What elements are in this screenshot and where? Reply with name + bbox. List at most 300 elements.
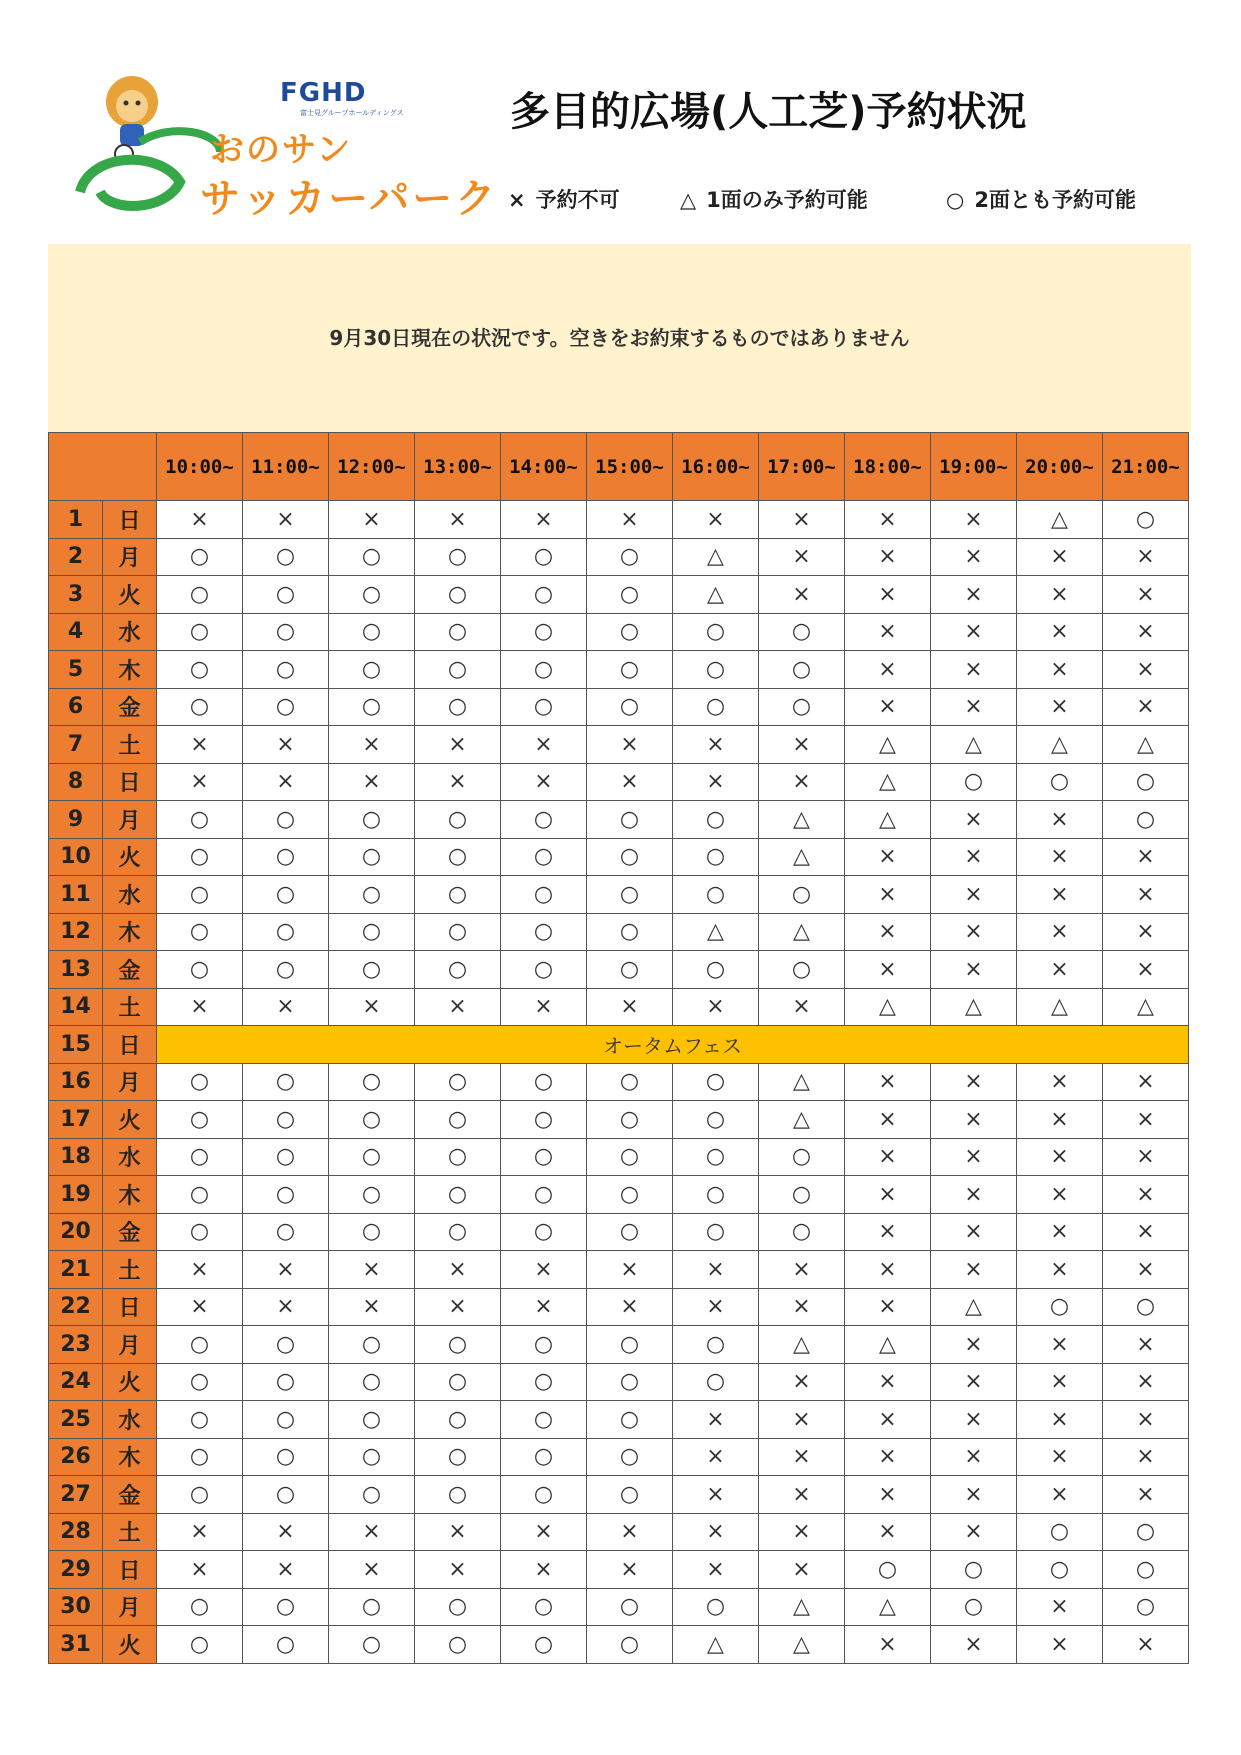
availability-cell: ○ (329, 1176, 415, 1214)
weekday: 火 (103, 1626, 157, 1664)
availability-cell: × (1017, 1213, 1103, 1251)
availability-cell: × (1103, 1326, 1189, 1364)
availability-cell: × (587, 1251, 673, 1289)
availability-cell: ○ (587, 1438, 673, 1476)
availability-cell: ○ (673, 651, 759, 689)
availability-cell: × (1103, 1438, 1189, 1476)
fghd-brand-subtitle: 富士見グループホールディングス (300, 109, 404, 117)
availability-cell: × (1103, 1626, 1189, 1664)
availability-cell: ○ (415, 951, 501, 989)
availability-cell: × (329, 1551, 415, 1589)
table-row (49, 1326, 1189, 1364)
availability-cell: ○ (415, 801, 501, 839)
availability-cell: ○ (673, 1588, 759, 1626)
availability-cell: ○ (157, 1213, 243, 1251)
availability-cell: × (415, 501, 501, 539)
weekday: 火 (103, 1101, 157, 1139)
availability-cell: ○ (845, 1551, 931, 1589)
availability-cell: ○ (329, 1476, 415, 1514)
day-number: 5 (49, 651, 103, 689)
availability-cell: × (329, 1513, 415, 1551)
availability-cell: × (759, 538, 845, 576)
availability-cell: ○ (501, 1138, 587, 1176)
availability-cell: × (673, 726, 759, 764)
reservation-table (48, 432, 1189, 1664)
availability-cell: ○ (673, 801, 759, 839)
availability-cell: × (243, 501, 329, 539)
availability-cell: × (329, 1251, 415, 1289)
header-corner (49, 433, 157, 501)
availability-cell: △ (931, 1288, 1017, 1326)
availability-cell: × (931, 613, 1017, 651)
availability-cell: ○ (157, 1101, 243, 1139)
availability-cell: × (845, 1363, 931, 1401)
availability-cell: × (1017, 1138, 1103, 1176)
availability-cell: × (673, 988, 759, 1026)
legend-unavailable (508, 184, 620, 214)
availability-cell: ○ (243, 1588, 329, 1626)
availability-cell: ○ (157, 1326, 243, 1364)
weekday: 金 (103, 951, 157, 989)
availability-cell: × (1017, 1401, 1103, 1439)
availability-cell: △ (759, 838, 845, 876)
availability-cell: × (759, 1251, 845, 1289)
availability-cell: × (157, 988, 243, 1026)
day-number: 14 (49, 988, 103, 1026)
availability-cell: × (931, 1326, 1017, 1364)
availability-cell: △ (759, 1588, 845, 1626)
availability-cell: × (1017, 1176, 1103, 1214)
availability-cell: × (329, 501, 415, 539)
page-title: 多目的広場(人工芝)予約状況 (510, 89, 1027, 135)
availability-cell: × (759, 1476, 845, 1514)
availability-cell: ○ (587, 801, 673, 839)
availability-cell: ○ (673, 1326, 759, 1364)
table-row (49, 1401, 1189, 1439)
availability-cell: ○ (1017, 1551, 1103, 1589)
availability-cell: △ (845, 1326, 931, 1364)
table-row (49, 763, 1189, 801)
legend-two-fields (946, 184, 1136, 214)
availability-cell: × (1103, 613, 1189, 651)
availability-cell: ○ (673, 876, 759, 914)
availability-cell: ○ (587, 538, 673, 576)
weekday: 火 (103, 838, 157, 876)
availability-cell: × (587, 988, 673, 1026)
availability-cell: △ (673, 913, 759, 951)
availability-cell: × (931, 801, 1017, 839)
availability-cell: × (243, 1288, 329, 1326)
availability-cell: ○ (243, 1101, 329, 1139)
availability-cell: ○ (1103, 1288, 1189, 1326)
availability-cell: ○ (587, 651, 673, 689)
availability-cell: ○ (587, 1213, 673, 1251)
availability-cell: × (1017, 1626, 1103, 1664)
weekday: 土 (103, 988, 157, 1026)
availability-cell: ○ (673, 951, 759, 989)
availability-cell: ○ (501, 613, 587, 651)
availability-cell: ○ (501, 538, 587, 576)
day-number: 8 (49, 763, 103, 801)
availability-cell: × (931, 576, 1017, 614)
availability-cell: × (673, 1513, 759, 1551)
availability-cell: ○ (759, 651, 845, 689)
availability-cell: ○ (587, 1363, 673, 1401)
availability-cell: ○ (415, 1101, 501, 1139)
time-slot-header: 15:00~ (587, 433, 673, 501)
availability-cell: × (1103, 1101, 1189, 1139)
time-slot-header: 19:00~ (931, 433, 1017, 501)
day-number: 1 (49, 501, 103, 539)
availability-cell: ○ (415, 913, 501, 951)
availability-cell: ○ (329, 576, 415, 614)
availability-cell: × (673, 1251, 759, 1289)
availability-cell: ○ (673, 1138, 759, 1176)
availability-cell: × (243, 1513, 329, 1551)
time-slot-header: 20:00~ (1017, 433, 1103, 501)
availability-cell: △ (931, 988, 1017, 1026)
availability-cell: ○ (243, 1626, 329, 1664)
weekday: 水 (103, 876, 157, 914)
availability-cell: × (931, 501, 1017, 539)
weekday: 木 (103, 1176, 157, 1214)
day-number: 2 (49, 538, 103, 576)
day-number: 24 (49, 1363, 103, 1401)
day-number: 12 (49, 913, 103, 951)
table-row (49, 1513, 1189, 1551)
availability-cell: ○ (587, 1626, 673, 1664)
availability-cell: × (329, 988, 415, 1026)
availability-cell: ○ (759, 688, 845, 726)
availability-cell: ○ (501, 1101, 587, 1139)
weekday: 火 (103, 1363, 157, 1401)
availability-cell: ○ (329, 1588, 415, 1626)
legend-label: 1面のみ予約可能 (706, 188, 868, 212)
availability-cell: ○ (243, 1213, 329, 1251)
table-row (49, 801, 1189, 839)
availability-cell: ○ (587, 1138, 673, 1176)
availability-cell: × (1103, 1251, 1189, 1289)
day-number: 4 (49, 613, 103, 651)
day-number: 18 (49, 1138, 103, 1176)
availability-cell: ○ (759, 1176, 845, 1214)
availability-cell: ○ (329, 1138, 415, 1176)
time-slot-header: 12:00~ (329, 433, 415, 501)
availability-cell: × (1017, 951, 1103, 989)
availability-cell: ○ (157, 1063, 243, 1101)
availability-cell: ○ (1017, 763, 1103, 801)
availability-cell: ○ (501, 1438, 587, 1476)
availability-cell: ○ (329, 1326, 415, 1364)
availability-cell: ○ (243, 1138, 329, 1176)
table-row (49, 876, 1189, 914)
availability-cell: × (243, 763, 329, 801)
availability-cell: × (931, 1513, 1017, 1551)
availability-cell: ○ (415, 1176, 501, 1214)
availability-cell: ○ (157, 801, 243, 839)
time-slot-header: 18:00~ (845, 433, 931, 501)
availability-cell: ○ (501, 1363, 587, 1401)
availability-cell: ○ (329, 1401, 415, 1439)
availability-cell: × (845, 876, 931, 914)
availability-cell: ○ (587, 576, 673, 614)
table-row (49, 1626, 1189, 1664)
availability-cell: × (845, 1626, 931, 1664)
availability-cell: × (845, 1251, 931, 1289)
availability-cell: × (759, 1363, 845, 1401)
availability-cell: △ (931, 726, 1017, 764)
availability-cell: × (157, 1251, 243, 1289)
availability-cell: ○ (1103, 801, 1189, 839)
day-number: 28 (49, 1513, 103, 1551)
event-banner: オータムフェス (157, 1026, 1189, 1064)
availability-cell: × (931, 1626, 1017, 1664)
availability-cell: ○ (673, 1101, 759, 1139)
availability-cell: ○ (157, 1476, 243, 1514)
availability-cell: × (759, 988, 845, 1026)
availability-cell: ○ (243, 576, 329, 614)
availability-cell: × (931, 1101, 1017, 1139)
availability-cell: ○ (329, 538, 415, 576)
weekday: 金 (103, 1213, 157, 1251)
availability-cell: △ (759, 1101, 845, 1139)
availability-cell: × (845, 913, 931, 951)
availability-cell: × (501, 1288, 587, 1326)
availability-cell: ○ (329, 1213, 415, 1251)
availability-cell: ○ (157, 576, 243, 614)
availability-cell: ○ (501, 688, 587, 726)
availability-cell: × (501, 763, 587, 801)
availability-cell: ○ (329, 951, 415, 989)
day-number: 15 (49, 1026, 103, 1064)
availability-cell: △ (759, 1626, 845, 1664)
table-row (49, 1026, 1189, 1064)
availability-cell: ○ (1017, 1288, 1103, 1326)
availability-cell: △ (759, 1063, 845, 1101)
weekday: 土 (103, 1251, 157, 1289)
weekday: 日 (103, 1551, 157, 1589)
availability-cell: × (931, 876, 1017, 914)
logo-text-line2: サッカーパーク (200, 176, 499, 222)
availability-cell: × (415, 763, 501, 801)
availability-cell: × (931, 1438, 1017, 1476)
availability-cell: ○ (415, 838, 501, 876)
availability-cell: ○ (157, 613, 243, 651)
park-logo (70, 72, 500, 222)
availability-cell: × (759, 501, 845, 539)
availability-cell: × (1017, 613, 1103, 651)
availability-cell: ○ (501, 1626, 587, 1664)
day-number: 19 (49, 1176, 103, 1214)
availability-cell: ○ (243, 1326, 329, 1364)
table-row (49, 1213, 1189, 1251)
availability-cell: × (415, 726, 501, 764)
availability-cell: ○ (157, 1626, 243, 1664)
availability-cell: × (673, 1288, 759, 1326)
availability-cell: ○ (673, 613, 759, 651)
availability-cell: × (1017, 538, 1103, 576)
table-row (49, 1476, 1189, 1514)
table-row (49, 951, 1189, 989)
availability-cell: × (845, 1063, 931, 1101)
time-slot-header: 17:00~ (759, 433, 845, 501)
availability-cell: ○ (673, 1363, 759, 1401)
availability-cell: ○ (329, 1438, 415, 1476)
availability-cell: × (845, 1476, 931, 1514)
weekday: 月 (103, 801, 157, 839)
availability-cell: × (845, 651, 931, 689)
weekday: 月 (103, 1063, 157, 1101)
day-number: 27 (49, 1476, 103, 1514)
table-row (49, 1138, 1189, 1176)
availability-cell: × (845, 688, 931, 726)
availability-cell: × (1103, 688, 1189, 726)
availability-cell: ○ (243, 1063, 329, 1101)
availability-cell: × (1017, 801, 1103, 839)
availability-cell: × (845, 501, 931, 539)
availability-cell: ○ (329, 876, 415, 914)
availability-cell: × (931, 1138, 1017, 1176)
weekday: 月 (103, 538, 157, 576)
availability-cell: × (845, 951, 931, 989)
availability-cell: × (931, 538, 1017, 576)
availability-cell: ○ (243, 838, 329, 876)
availability-cell: × (673, 501, 759, 539)
availability-cell: ○ (587, 1401, 673, 1439)
availability-cell: × (587, 501, 673, 539)
day-number: 17 (49, 1101, 103, 1139)
availability-cell: × (501, 501, 587, 539)
availability-cell: ○ (587, 1326, 673, 1364)
availability-cell: × (759, 576, 845, 614)
table-row (49, 576, 1189, 614)
availability-cell: × (845, 1513, 931, 1551)
availability-cell: × (931, 838, 1017, 876)
table-row (49, 1438, 1189, 1476)
availability-cell: ○ (1017, 1513, 1103, 1551)
availability-cell: × (1017, 1363, 1103, 1401)
availability-cell: ○ (243, 1401, 329, 1439)
availability-cell: × (1103, 1063, 1189, 1101)
availability-cell: △ (1103, 726, 1189, 764)
availability-cell: ○ (329, 913, 415, 951)
availability-cell: × (673, 763, 759, 801)
availability-cell: ○ (931, 1588, 1017, 1626)
availability-cell: × (501, 988, 587, 1026)
weekday: 日 (103, 501, 157, 539)
day-number: 21 (49, 1251, 103, 1289)
availability-cell: ○ (243, 801, 329, 839)
availability-cell: × (1017, 913, 1103, 951)
availability-cell: × (587, 1551, 673, 1589)
availability-cell: ○ (157, 1588, 243, 1626)
availability-cell: ○ (587, 951, 673, 989)
availability-cell: × (1017, 838, 1103, 876)
availability-cell: × (759, 1401, 845, 1439)
availability-cell: ○ (415, 1326, 501, 1364)
availability-cell: ○ (759, 1213, 845, 1251)
availability-cell: × (1017, 1063, 1103, 1101)
availability-cell: × (415, 1513, 501, 1551)
availability-cell: × (1103, 951, 1189, 989)
availability-cell: × (845, 576, 931, 614)
table-row (49, 913, 1189, 951)
availability-cell: × (759, 1288, 845, 1326)
availability-cell: ○ (329, 1101, 415, 1139)
availability-cell: ○ (415, 576, 501, 614)
availability-cell: × (931, 913, 1017, 951)
weekday: 水 (103, 613, 157, 651)
table-row (49, 651, 1189, 689)
availability-cell: ○ (501, 1063, 587, 1101)
availability-cell: × (501, 1251, 587, 1289)
availability-cell: ○ (415, 1138, 501, 1176)
availability-cell: △ (759, 913, 845, 951)
availability-cell: ○ (501, 1588, 587, 1626)
availability-cell: × (1103, 1213, 1189, 1251)
legend-label: 2面とも予約可能 (974, 188, 1136, 212)
legend-one-field (680, 184, 868, 214)
availability-cell: × (1103, 576, 1189, 614)
availability-cell: ○ (415, 613, 501, 651)
fghd-brand: FGHD (280, 78, 367, 108)
day-number: 6 (49, 688, 103, 726)
availability-cell: × (1103, 1363, 1189, 1401)
table-row (49, 1176, 1189, 1214)
table-row (49, 1551, 1189, 1589)
availability-cell: × (931, 688, 1017, 726)
availability-cell: ○ (673, 838, 759, 876)
availability-cell: × (845, 1438, 931, 1476)
availability-cell: ○ (243, 1438, 329, 1476)
availability-cell: ○ (329, 1626, 415, 1664)
availability-cell: × (1017, 576, 1103, 614)
availability-cell: ○ (415, 876, 501, 914)
availability-cell: △ (1017, 501, 1103, 539)
table-row (49, 688, 1189, 726)
availability-cell: ○ (157, 1438, 243, 1476)
availability-cell: × (501, 1513, 587, 1551)
time-slot-header: 21:00~ (1103, 433, 1189, 501)
availability-cell: × (587, 726, 673, 764)
availability-cell: ○ (157, 1363, 243, 1401)
availability-cell: × (1017, 1438, 1103, 1476)
availability-cell: ○ (415, 1213, 501, 1251)
availability-cell: ○ (243, 951, 329, 989)
availability-cell: ○ (673, 688, 759, 726)
availability-cell: × (329, 1288, 415, 1326)
day-number: 7 (49, 726, 103, 764)
day-number: 11 (49, 876, 103, 914)
weekday: 土 (103, 1513, 157, 1551)
availability-cell: ○ (501, 651, 587, 689)
day-number: 31 (49, 1626, 103, 1664)
availability-cell: × (1103, 1401, 1189, 1439)
availability-cell: ○ (501, 876, 587, 914)
availability-cell: ○ (1103, 501, 1189, 539)
availability-cell: ○ (243, 1363, 329, 1401)
availability-cell: × (157, 1551, 243, 1589)
availability-cell: ○ (587, 688, 673, 726)
availability-cell: ○ (587, 876, 673, 914)
availability-cell: × (157, 501, 243, 539)
availability-cell: × (931, 951, 1017, 989)
availability-cell: × (845, 1101, 931, 1139)
availability-cell: ○ (501, 838, 587, 876)
availability-cell: × (845, 1213, 931, 1251)
availability-cell: ○ (501, 576, 587, 614)
availability-cell: ○ (673, 1176, 759, 1214)
